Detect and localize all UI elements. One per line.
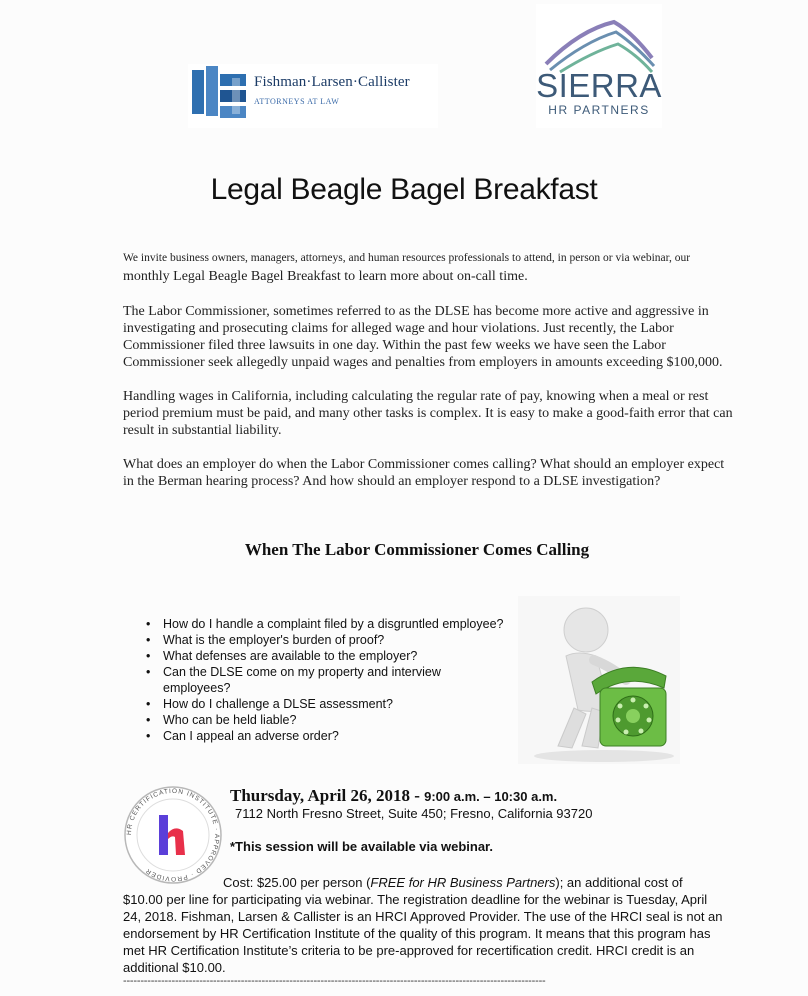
paragraph-labor-commissioner: The Labor Commissioner, sometimes referred to as the DLSE has become more active and aggressive in investigating and prosecuting claims for alleged wage and hour violations. Just recently, the Labor Commissioner filed three lawsuits in one day. Within the past few weeks we have seen the Labor Commissioner seek allegedly unpaid wages and penalties from employers in amounts exceeding $100,000.: [123, 304, 723, 370]
list-item: • What defenses are available to the employer?: [146, 649, 418, 663]
cost-details: Cost: $25.00 per person (FREE for HR Business Partners); an additional cost of $10.00 per line for participating via webinar. The registration deadline for the webinar is Tuesday, April 24, 2018. Fishman, Larsen & Callister is an HRCI Approved Provider. The use of the HRCI seal is not an endorsement by HR Certification Institute of the quality of this program. It means that this program has met HR Certification Institute’s criteria to be pre-approved for recertification credit. HRCI credit is an additional $10.00.: [123, 875, 723, 975]
bullet-icon: •: [146, 633, 151, 647]
flc-logo-mark-icon: [188, 64, 252, 128]
svg-text:HR CERTIFICATION INSTITUTE · A: HR CERTIFICATION INSTITUTE · APPROVED · PROVIDER: [125, 787, 221, 883]
list-item: • Who can be held liable?: [146, 713, 297, 727]
hrci-approved-provider-seal: [123, 785, 223, 885]
sierra-logo-tagline: HR PARTNERS: [548, 103, 650, 117]
sierra-logo: [536, 4, 662, 128]
list-item: • What is the employer's burden of proof?: [146, 633, 385, 647]
paragraph-handling-wages: Handling wages in California, including calculating the regular rate of pay, knowing when a meal or rest period premium must be paid, and many other tasks is complex. It is easy to make a good-faith error that can result in substantial liability.: [123, 389, 733, 438]
webinar-note: *This session will be available via webinar.: [230, 839, 494, 854]
intro-line-1: We invite business owners, managers, attorneys, and human resources professionals to attend, in person or via webinar, our: [123, 252, 691, 264]
event-address: 7112 North Fresno Street, Suite 450; Fresno, California 93720: [235, 806, 593, 821]
intro-line-2: monthly Legal Beagle Bagel Breakfast to learn more about on-call time.: [123, 269, 528, 284]
flc-logo: [188, 64, 438, 128]
list-item: • How do I handle a complaint filed by a disgruntled employee?: [146, 617, 504, 631]
flc-logo-tagline: ATTORNEYS AT LAW: [254, 97, 340, 106]
event-date: Thursday, April 26, 2018 - 9:00 a.m. – 10:30 a.m.: [230, 786, 558, 805]
flc-logo-name: Fishman·Larsen·Callister: [254, 74, 410, 90]
page-title: Legal Beagle Bagel Breakfast: [210, 173, 598, 206]
divider: --------------------------------------------------------------------------------------------------------------------------: [123, 975, 546, 987]
bullet-icon: •: [146, 697, 151, 711]
question-list: [146, 616, 523, 744]
sierra-logo-name: SIERRA: [536, 67, 662, 104]
list-item: • How do I challenge a DLSE assessment?: [146, 697, 393, 711]
bullet-icon: •: [146, 665, 151, 679]
bullet-icon: •: [146, 649, 151, 663]
bullet-icon: •: [146, 617, 151, 631]
bullet-icon: •: [146, 713, 151, 727]
section-heading: When The Labor Commissioner Comes Calling: [244, 540, 590, 559]
bullet-icon: •: [146, 729, 151, 743]
paragraph-questions-intro: What does an employer do when the Labor Commissioner comes calling? What should an employer expect in the Berman hearing process? And how should an employer respond to a DLSE investigation?: [123, 457, 725, 489]
list-item: • Can the DLSE come on my property and interview employees?: [146, 665, 441, 695]
list-item: • Can I appeal an adverse order?: [146, 729, 339, 743]
mountain-icon: [540, 12, 658, 74]
event-time: 9:00 a.m. – 10:30 a.m.: [424, 789, 558, 804]
phone-figure-illustration: [518, 596, 680, 764]
